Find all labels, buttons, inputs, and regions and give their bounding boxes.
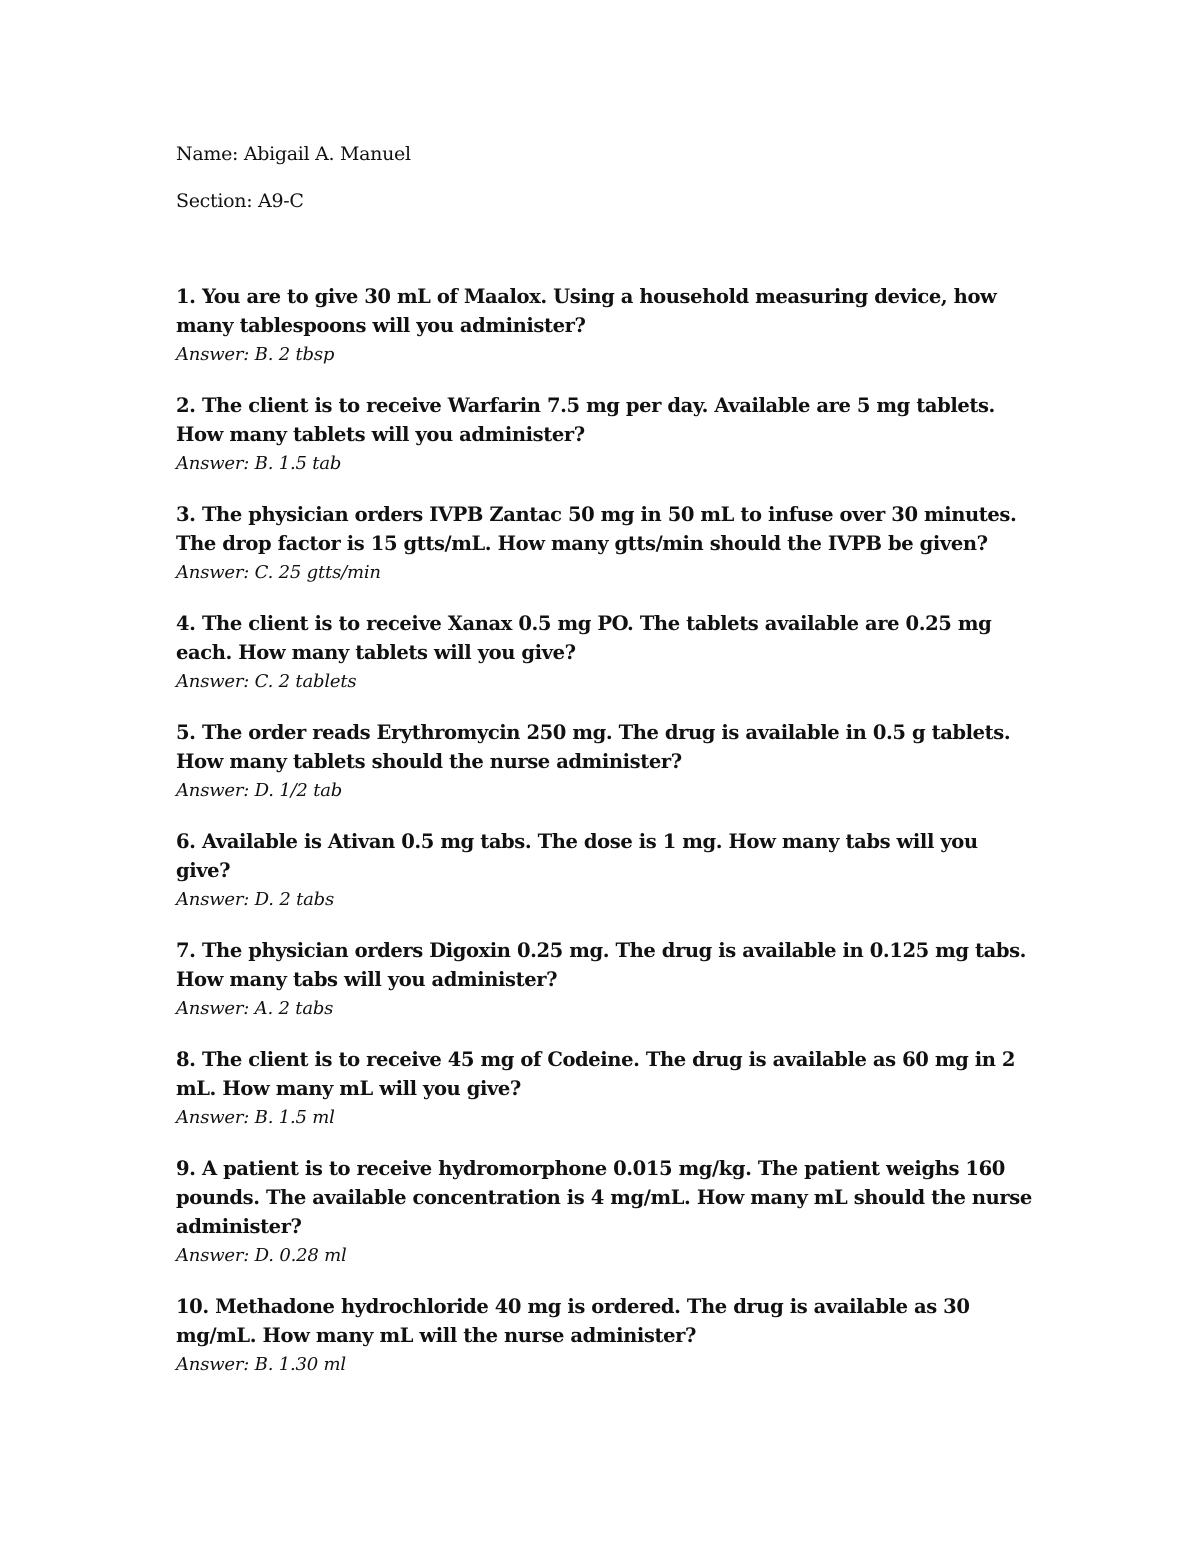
question-text: 6. Available is Ativan 0.5 mg tabs. The dose is 1 mg. How many tabs will you give? <box>176 830 978 882</box>
question-item <box>176 1045 1036 1132</box>
answer-text: Answer: B. 1.5 tab <box>176 453 342 474</box>
answer-text: Answer: D. 1/2 tab <box>176 780 343 801</box>
answer-text: Answer: B. 2 tbsp <box>176 344 335 365</box>
question-item <box>176 827 1036 914</box>
question-text: 8. The client is to receive 45 mg of Codeine. The drug is available as 60 mg in 2 mL. How many mL will you give? <box>176 1048 1016 1100</box>
answer-text: Answer: D. 0.28 ml <box>176 1245 347 1266</box>
question-text: 2. The client is to receive Warfarin 7.5 mg per day. Available are 5 mg tablets. How many tablets will you administer? <box>176 394 995 446</box>
question-text: 1. You are to give 30 mL of Maalox. Using a household measuring device, how many tablespoons will you administer? <box>176 285 997 337</box>
question-item <box>176 500 1036 587</box>
question-text: 7. The physician orders Digoxin 0.25 mg. The drug is available in 0.125 mg tabs. How many tabs will you administer? <box>176 939 1027 991</box>
student-section: Section: A9-C <box>176 190 304 212</box>
question-item <box>176 282 1036 369</box>
question-item <box>176 1154 1036 1270</box>
answer-text: Answer: A. 2 tabs <box>176 998 334 1019</box>
question-text: 5. The order reads Erythromycin 250 mg. The drug is available in 0.5 g tablets. How many tablets should the nurse administer? <box>176 721 1011 773</box>
question-text: 4. The client is to receive Xanax 0.5 mg PO. The tablets available are 0.25 mg each. How many tablets will you give? <box>176 612 992 664</box>
question-text: 10. Methadone hydrochloride 40 mg is ordered. The drug is available as 30 mg/mL. How many mL will the nurse administer? <box>176 1295 970 1347</box>
question-item <box>176 936 1036 1023</box>
answer-text: Answer: D. 2 tabs <box>176 889 335 910</box>
question-item <box>176 1292 1036 1379</box>
question-item <box>176 391 1036 478</box>
question-text: 9. A patient is to receive hydromorphone 0.015 mg/kg. The patient weighs 160 pounds. The available concentration is 4 mg/mL. How many mL should the nurse administer? <box>176 1157 1032 1238</box>
answer-text: Answer: C. 2 tablets <box>176 671 357 692</box>
answer-text: Answer: B. 1.5 ml <box>176 1107 335 1128</box>
document-content <box>176 140 1036 1401</box>
question-item <box>176 609 1036 696</box>
student-name: Name: Abigail A. Manuel <box>176 143 411 165</box>
question-text: 3. The physician orders IVPB Zantac 50 mg in 50 mL to infuse over 30 minutes. The drop factor is 15 gtts/mL. How many gtts/min should the IVPB be given? <box>176 503 1017 555</box>
question-list <box>176 282 1036 1379</box>
question-item <box>176 718 1036 805</box>
answer-text: Answer: C. 25 gtts/min <box>176 562 381 583</box>
answer-text: Answer: B. 1.30 ml <box>176 1354 346 1375</box>
